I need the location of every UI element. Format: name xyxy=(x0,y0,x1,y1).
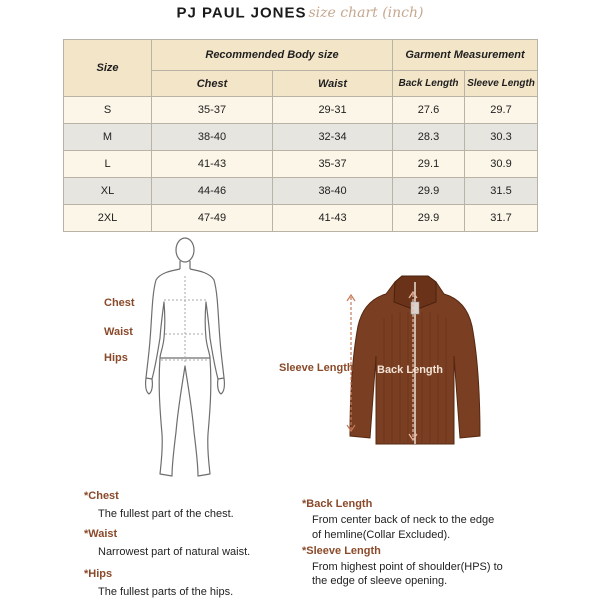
body-label-waist: Waist xyxy=(104,326,133,338)
table-row xyxy=(64,205,538,232)
waist-cell: 29-31 xyxy=(273,97,393,124)
def-back-text-2: of hemline(Collar Excluded). xyxy=(312,529,451,541)
chest-cell: 41-43 xyxy=(152,151,273,178)
def-waist-text: Narrowest part of natural waist. xyxy=(98,546,251,558)
garment-header: Garment Measurement xyxy=(393,40,538,71)
size-header: Size xyxy=(64,40,152,97)
chart-subtitle: size chart (inch) xyxy=(308,4,424,21)
chest-col-header: Chest xyxy=(152,71,273,97)
body-label-chest: Chest xyxy=(104,297,135,309)
brand-name: PJ PAUL JONES xyxy=(176,4,307,22)
size-cell: M xyxy=(64,124,152,151)
chest-cell: 44-46 xyxy=(152,178,273,205)
back-cell: 29.9 xyxy=(393,178,465,205)
back-cell: 29.1 xyxy=(393,151,465,178)
def-sleeve-text-2: the edge of sleeve opening. xyxy=(312,575,448,587)
star-icon: * xyxy=(302,498,307,510)
def-sleeve-title: *Sleeve Length xyxy=(302,545,381,557)
waist-cell: 35-37 xyxy=(273,151,393,178)
def-hips-text: The fullest parts of the hips. xyxy=(98,586,234,598)
human-body-outline-icon xyxy=(130,236,240,486)
table-row xyxy=(64,151,538,178)
size-cell: S xyxy=(64,97,152,124)
back-col-header: Back Length xyxy=(393,71,465,97)
sleeve-cell: 30.9 xyxy=(465,151,538,178)
waist-cell: 41-43 xyxy=(273,205,393,232)
garment-label-sleeve: Sleeve Length xyxy=(279,362,354,374)
def-waist-title: *Waist xyxy=(84,528,118,540)
body-label-hips: Hips xyxy=(104,352,128,364)
star-icon: * xyxy=(84,568,89,580)
back-cell: 28.3 xyxy=(393,124,465,151)
back-cell: 27.6 xyxy=(393,97,465,124)
def-chest-text: The fullest part of the chest. xyxy=(98,508,234,520)
size-cell: XL xyxy=(64,178,152,205)
waist-cell: 38-40 xyxy=(273,178,393,205)
body-size-header: Recommended Body size xyxy=(152,40,393,71)
def-sleeve-text-1: From highest point of shoulder(HPS) to xyxy=(312,561,503,573)
def-hips-title: *Hips xyxy=(84,568,113,580)
sleeve-col-header: Sleeve Length xyxy=(465,71,538,97)
sleeve-cell: 30.3 xyxy=(465,124,538,151)
table-row xyxy=(64,124,538,151)
back-cell: 29.9 xyxy=(393,205,465,232)
table-row xyxy=(64,178,538,205)
size-table xyxy=(63,39,538,232)
sleeve-cell: 31.7 xyxy=(465,205,538,232)
size-cell: L xyxy=(64,151,152,178)
star-icon: * xyxy=(302,545,307,557)
page-title xyxy=(0,4,600,30)
def-back-title: *Back Length xyxy=(302,498,373,510)
size-cell: 2XL xyxy=(64,205,152,232)
chest-cell: 47-49 xyxy=(152,205,273,232)
waist-col-header: Waist xyxy=(273,71,393,97)
star-icon: * xyxy=(84,490,89,502)
sleeve-cell: 29.7 xyxy=(465,97,538,124)
chest-cell: 35-37 xyxy=(152,97,273,124)
table-row xyxy=(64,97,538,124)
star-icon: * xyxy=(84,528,89,540)
sleeve-cell: 31.5 xyxy=(465,178,538,205)
waist-cell: 32-34 xyxy=(273,124,393,151)
chest-cell: 38-40 xyxy=(152,124,273,151)
def-chest-title: *Chest xyxy=(84,490,119,502)
def-back-text-1: From center back of neck to the edge xyxy=(312,514,495,526)
garment-label-back: Back Length xyxy=(377,364,444,376)
